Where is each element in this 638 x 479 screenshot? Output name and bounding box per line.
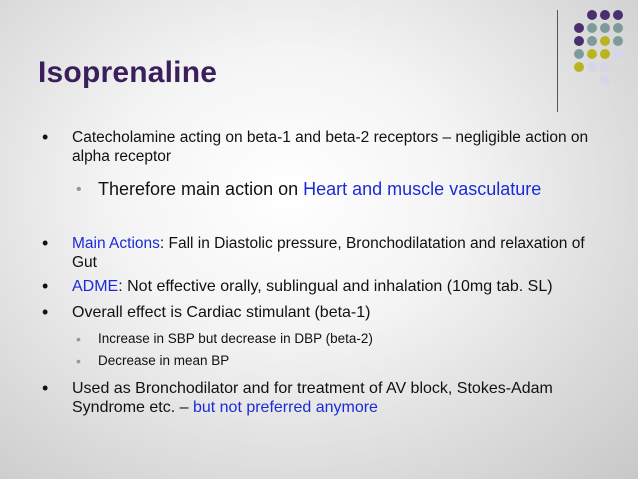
sub-bullet-main-action-text: Therefore main action on — [98, 179, 304, 199]
main-actions-text: : Fall in Diastolic pressure, Bronchodilatation and relaxation of Gut — [72, 235, 585, 271]
bullet-marker: • — [42, 276, 49, 296]
bullet-marker: • — [42, 233, 49, 253]
sub-bullet-main-action — [98, 178, 578, 200]
label-main-actions: Main Actions — [72, 235, 160, 252]
slide-title: Isoprenaline — [38, 56, 218, 89]
sub-bullet-marker: • — [76, 181, 82, 198]
label-adme: ADME — [72, 278, 119, 295]
sub-bullet-mean-bp: Decrease in mean BP — [98, 353, 230, 368]
bullet-overall-effect: Overall effect is Cardiac stimulant (beta-1) — [72, 304, 371, 321]
bullet-marker: • — [42, 378, 49, 398]
sub-bullet-sbp-dbp: Increase in SBP but decrease in DBP (beta-2) — [98, 331, 373, 346]
bullet-main-actions — [72, 234, 612, 272]
used-as-text: Used as Bronchodilator and for treatment of AV block, Stokes-Adam Syndrome etc. – — [72, 380, 553, 416]
adme-text: : Not effective orally, sublingual and inhalation (10mg tab. SL) — [118, 278, 553, 295]
highlight-heart-muscle: Heart and muscle vasculature — [303, 179, 542, 199]
highlight-not-preferred: but not preferred anymore — [192, 399, 378, 416]
sub-bullet-marker: • — [76, 353, 81, 369]
bullet-adme — [72, 277, 612, 296]
bullet-used-as — [72, 379, 617, 417]
bullet-marker: • — [42, 127, 49, 147]
bullet-marker: • — [42, 302, 49, 322]
sub-bullet-marker: • — [76, 331, 81, 347]
bullet-catecholamine: Catecholamine acting on beta-1 and beta-2 receptors – negligible action on alpha receptor — [72, 129, 589, 165]
